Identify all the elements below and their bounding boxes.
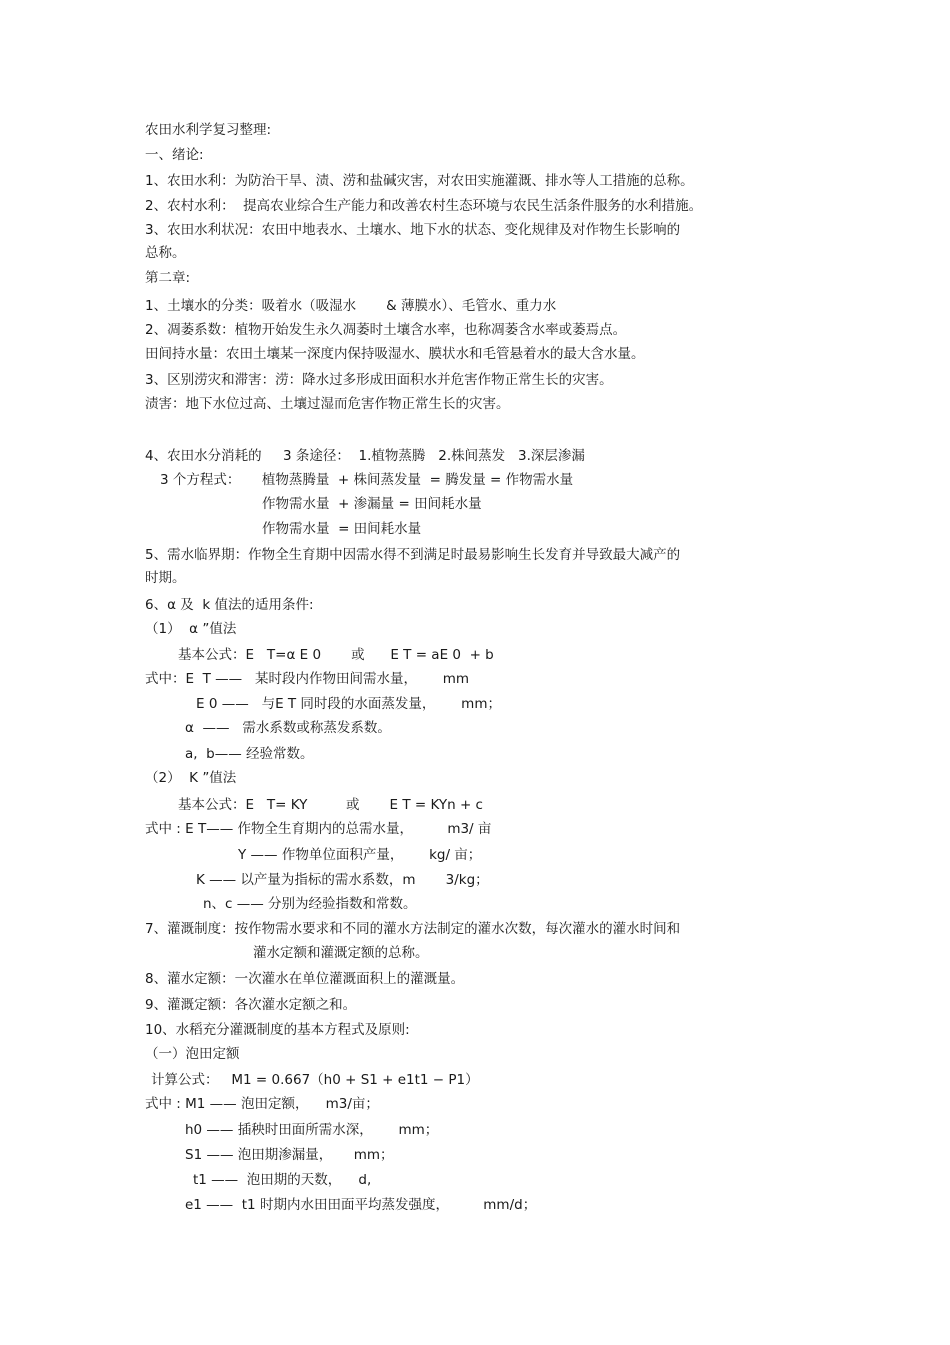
formula-line: 计算公式： M1 = 0.667（h0 + S1 + e1t1 − P1） xyxy=(151,1072,479,1088)
formula-line: 基本公式：E T=α E 0 或 E T = aE 0 + b xyxy=(178,647,494,663)
text-line: 式中 : E T—— 作物全生育期内的总需水量， m3/ 亩 xyxy=(145,821,492,837)
text-line: 2、农村水利： 提高农业综合生产能力和改善农村生态环境与农民生活条件服务的水利措施。 xyxy=(145,198,703,214)
text-line: h0 —— 插秧时田面所需水深， mm； xyxy=(185,1122,439,1138)
text-line: 渍害：地下水位过高、土壤过湿而危害作物正常生长的灾害。 xyxy=(145,396,510,412)
formula-line: 3 个方程式： 植物蒸腾量 + 株间蒸发量 = 腾发量 = 作物需水量 xyxy=(160,472,574,488)
text-line: 灌水定额和灌溉定额的总称。 xyxy=(253,945,429,961)
text-line: 8、灌水定额：一次灌水在单位灌溉面积上的灌溉量。 xyxy=(145,971,465,987)
text-line: 3、区别涝灾和滞害：涝：降水过多形成田面积水并危害作物正常生长的灾害。 xyxy=(145,372,613,388)
text-line: 1、农田水利：为防治干旱、渍、涝和盐碱灾害，对农田实施灌溉、排水等人工措施的总称。 xyxy=(145,173,694,189)
text-line: 式中：E T —— 某时段内作物田间需水量， mm xyxy=(145,671,470,687)
text-line: 10、水稻充分灌溉制度的基本方程式及原则: xyxy=(145,1022,410,1038)
formula-line: 作物需水量 + 渗漏量 = 田间耗水量 xyxy=(262,496,482,512)
text-line: 4、农田水分消耗的 3 条途径： 1.植物蒸腾 2.株间蒸发 3.深层渗漏 xyxy=(145,448,585,464)
section-heading: 一、绪论: xyxy=(145,147,204,163)
text-line: S1 —— 泡田期渗漏量， mm； xyxy=(185,1147,394,1163)
text-line: 时期。 xyxy=(145,570,186,586)
text-line: （2） K ”值法 xyxy=(145,770,237,786)
text-line: 5、需水临界期：作物全生育期中因需水得不到满足时最易影响生长发育并导致最大减产的 xyxy=(145,547,681,563)
text-line: 式中 : M1 —— 泡田定额， m3/亩； xyxy=(145,1096,379,1112)
text-line: 9、灌溉定额：各次灌水定额之和。 xyxy=(145,997,357,1013)
text-line: 3、农田水利状况：农田中地表水、土壤水、地下水的状态、变化规律及对作物生长影响的 xyxy=(145,222,681,238)
text-line: 总称。 xyxy=(145,245,186,261)
text-line: α —— 需水系数或称蒸发系数。 xyxy=(185,720,391,736)
text-line: Y —— 作物单位面积产量， kg/ 亩； xyxy=(238,847,482,863)
text-line: t1 —— 泡田期的天数， d, xyxy=(193,1172,372,1188)
text-line: （一）泡田定额 xyxy=(145,1046,240,1062)
text-line: K —— 以产量为指标的需水系数，m 3/kg； xyxy=(196,872,489,888)
doc-title: 农田水利学复习整理: xyxy=(145,122,272,138)
formula-line: 基本公式：E T= KY 或 E T = KYn + c xyxy=(178,797,483,813)
text-line: 田间持水量：农田土壤某一深度内保持吸湿水、膜状水和毛管悬着水的最大含水量。 xyxy=(145,346,645,362)
text-line: n、c —— 分别为经验指数和常数。 xyxy=(203,896,417,912)
section-heading: 第二章: xyxy=(145,270,191,286)
text-line: e1 —— t1 时期内水田田面平均蒸发强度， mm/d； xyxy=(185,1197,537,1213)
text-line: 7、灌溉制度：按作物需水要求和不同的灌水方法制定的灌水次数，每次灌水的灌水时间和 xyxy=(145,921,681,937)
text-line: 1、土壤水的分类：吸着水（吸湿水 & 薄膜水）、毛管水、重力水 xyxy=(145,298,557,314)
text-line: 6、α 及 k 值法的适用条件: xyxy=(145,597,314,613)
text-line: 2、凋萎系数：植物开始发生永久凋萎时土壤含水率，也称凋萎含水率或萎焉点。 xyxy=(145,322,627,338)
text-line: E 0 —— 与E T 同时段的水面蒸发量， mm； xyxy=(196,696,501,712)
text-line: （1） α ”值法 xyxy=(145,621,237,637)
formula-line: 作物需水量 = 田间耗水量 xyxy=(262,521,422,537)
text-line: a, b—— 经验常数。 xyxy=(185,746,314,762)
